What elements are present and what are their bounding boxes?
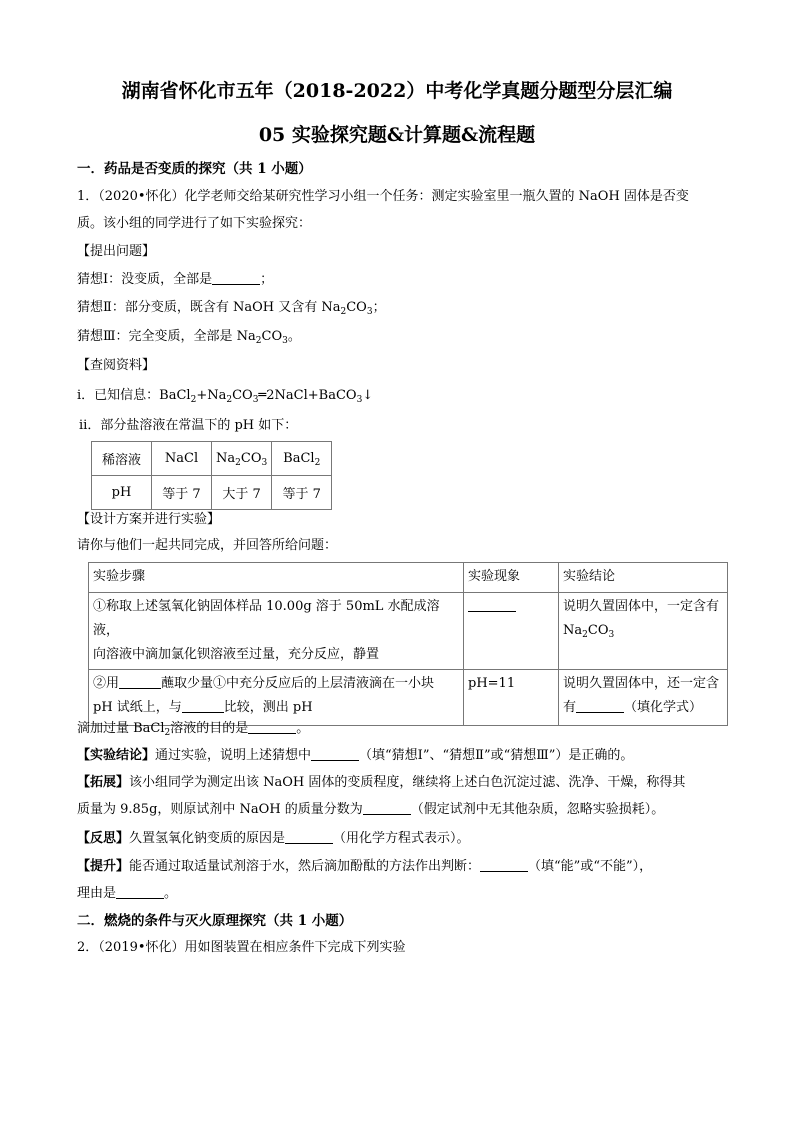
answer-blank[interactable] [248, 721, 296, 734]
table-cell: 说明久置固体中，一定含有 $Na_2CO_3$ [559, 593, 728, 670]
guess-3: 猜想Ⅲ：完全变质，全部是 $Na_2CO_3$。 [77, 329, 301, 346]
extension-line-cont: 质量为 9.85g，则原试剂中 NaOH 的质量分数为 （假定试剂中无其他杂质，忽略实验损耗）。 [77, 802, 665, 817]
table-cell: pH=11 [464, 670, 559, 726]
answer-blank[interactable] [468, 599, 516, 612]
answer-blank[interactable] [119, 676, 161, 689]
section-heading-1: 一．药品是否变质的探究（共 1 小题） [77, 161, 312, 177]
purpose-line: 滴加过量 BaCl$_2$溶液的目的是 。 [77, 721, 310, 738]
ph-table [91, 441, 332, 510]
answer-blank[interactable] [285, 831, 333, 844]
table-cell: 等于 7 [272, 476, 332, 510]
extension-line: 【拓展】该小组同学为测定出该 NaOH 固体的变质程度，继续将上述白色沉淀过滤、洗净、干燥，称得其 [77, 775, 686, 790]
table-row [89, 563, 728, 593]
answer-blank[interactable] [311, 748, 359, 761]
table-cell: NaCl [152, 442, 212, 476]
table-cell: ①称取上述氢氧化钠固体样品 10.00g 溶于 50mL 水配成溶液， 向溶液中滴加氯化钡溶液至过量，充分反应，静置 [89, 593, 464, 670]
tag-question: 【提出问题】 [77, 244, 156, 259]
table-header: 实验结论 [559, 563, 728, 593]
info-2: ⅱ．部分盐溶液在常温下的 pH 如下： [79, 418, 298, 433]
tag-design: 【设计方案并进行实验】 [77, 512, 221, 527]
improvement-line-cont: 理由是 。 [77, 886, 178, 901]
tag-info: 【查阅资料】 [77, 358, 156, 373]
document-title: 湖南省怀化市五年（2018-2022）中考化学真题分题型分层汇编 [121, 80, 673, 102]
table-cell: $Na_2CO_3$ [212, 442, 272, 476]
question-1-intro: 1．（2020•怀化）化学老师交给某研究性学习小组一个任务：测定实验室里一瓶久置的 NaOH 固体是否变 [77, 189, 689, 204]
guess-1: 猜想Ⅰ：没变质，全部是 ； [77, 272, 274, 287]
table-header: 实验步骤 [89, 563, 464, 593]
answer-blank[interactable] [576, 700, 624, 713]
answer-blank[interactable] [212, 272, 260, 285]
design-intro: 请你与他们一起共同完成，并回答所给问题： [77, 538, 338, 553]
table-cell: ②用 蘸取少量①中充分反应后的上层清液滴在一小块 pH 试纸上，与 比较，测出 pH [89, 670, 464, 726]
answer-blank[interactable] [182, 700, 224, 713]
question-2-intro: 2．（2019•怀化）用如图装置在相应条件下完成下列实验 [77, 940, 406, 955]
table-cell: pH [92, 476, 152, 510]
guess-2: 猜想Ⅱ：部分变质，既含有 NaOH 又含有 $Na_2CO_3$； [77, 300, 386, 317]
table-cell: 说明久置固体中，还一定含 有 （填化学式） [559, 670, 728, 726]
table-row [92, 476, 332, 510]
table-row [89, 593, 728, 670]
question-1-intro-cont: 质。该小组的同学进行了如下实验探究： [77, 216, 312, 231]
conclusion-line: 【实验结论】通过实验，说明上述猜想中 （填“猜想Ⅰ”、“猜想Ⅱ”或“猜想Ⅲ”）是正确的。 [77, 748, 634, 763]
table-row [92, 442, 332, 476]
table-cell: BaCl$_2$ [272, 442, 332, 476]
info-1-equation: ⅰ．已知信息：$BaCl_2+Na_2CO_3═2NaCl+BaCO_3↓$ [77, 388, 374, 405]
reflection-line: 【反思】久置氢氧化钠变质的原因是 （用化学方程式表示）。 [77, 831, 470, 846]
table-cell [464, 593, 559, 670]
answer-blank[interactable] [363, 802, 411, 815]
experiment-table [88, 562, 728, 726]
document-subtitle: 05 实验探究题&计算题&流程题 [258, 124, 536, 146]
answer-blank[interactable] [480, 859, 528, 872]
section-heading-2: 二．燃烧的条件与灭火原理探究（共 1 小题） [77, 913, 353, 929]
table-cell: 稀溶液 [92, 442, 152, 476]
answer-blank[interactable] [116, 886, 164, 899]
table-cell: 大于 7 [212, 476, 272, 510]
table-row [89, 670, 728, 726]
table-header: 实验现象 [464, 563, 559, 593]
improvement-line: 【提升】能否通过取适量试剂溶于水，然后滴加酚酞的方法作出判断： （填“能”或“不能”）， [77, 859, 653, 874]
table-cell: 等于 7 [152, 476, 212, 510]
